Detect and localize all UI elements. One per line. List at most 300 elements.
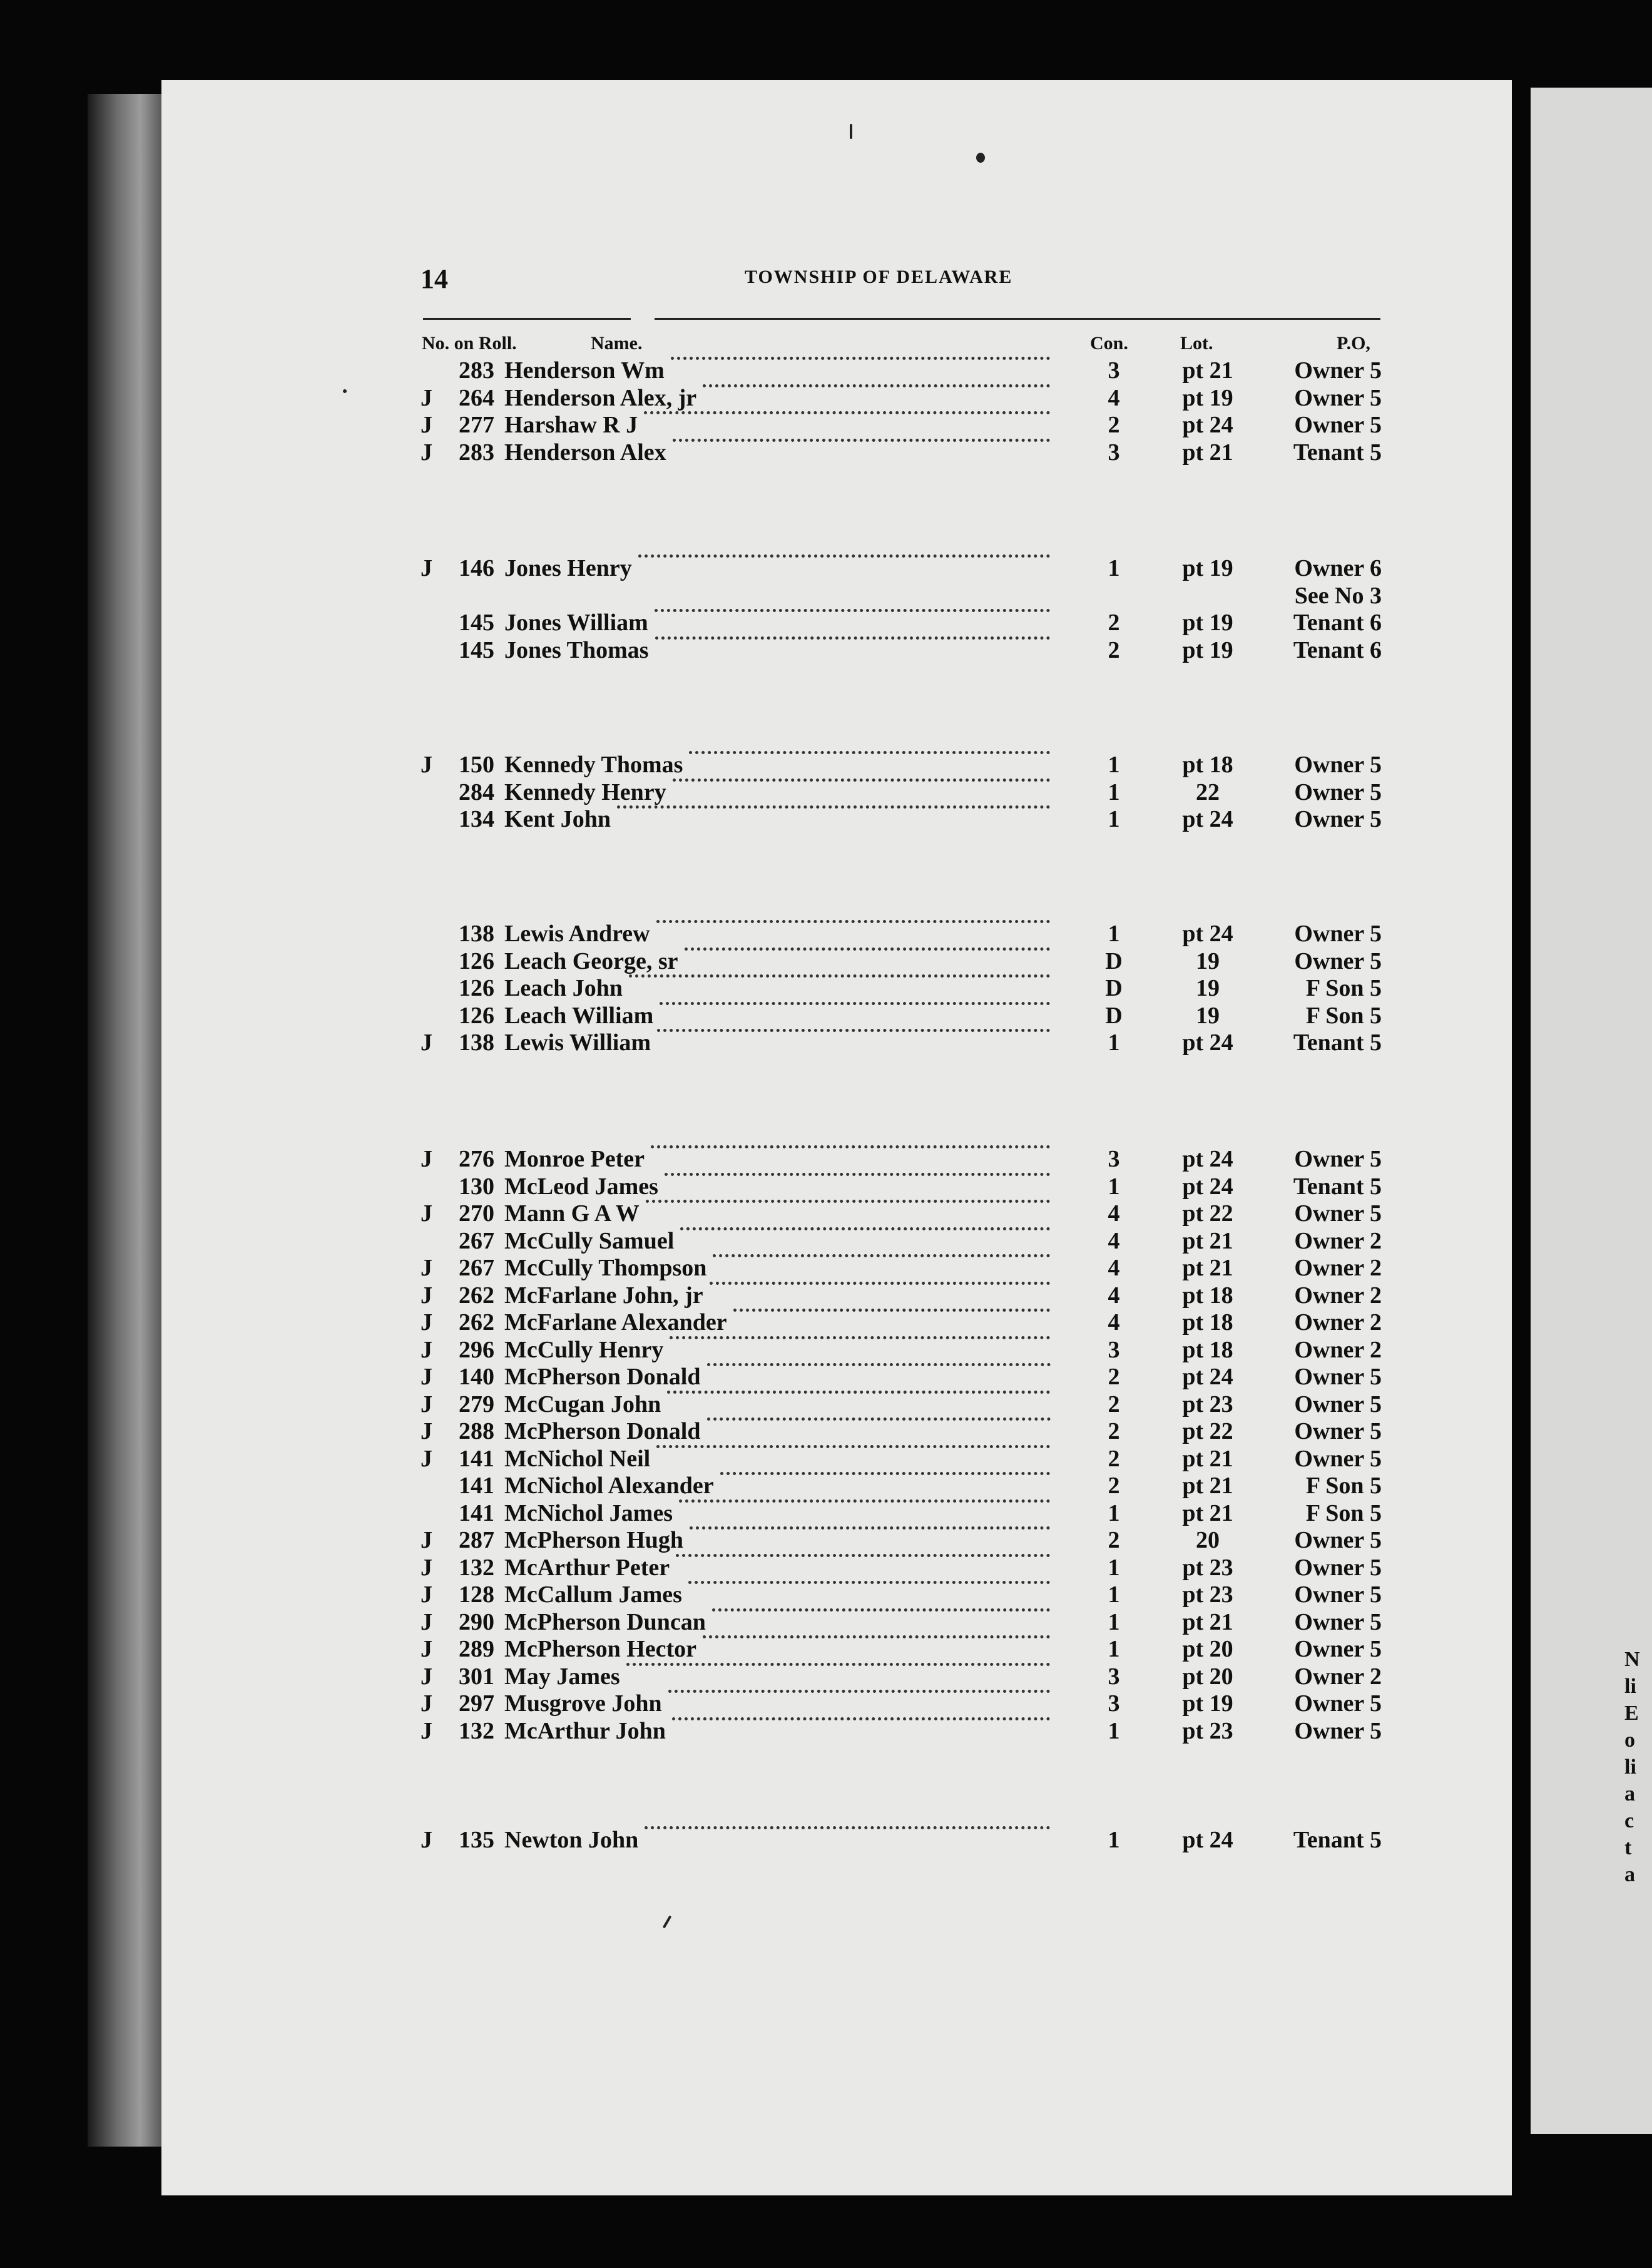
concession: D xyxy=(1105,948,1123,974)
dot-leader xyxy=(668,1690,1050,1693)
property-status: Owner 5 xyxy=(1294,385,1382,411)
lot-number: pt 19 xyxy=(1182,637,1233,663)
lot-number: pt 19 xyxy=(1182,610,1233,636)
roll-marker: J xyxy=(421,385,432,411)
voter-name: McCully Samuel xyxy=(504,1228,675,1254)
roll-entry xyxy=(0,1363,1652,1391)
property-status: Owner 5 xyxy=(1294,1391,1382,1418)
concession: 1 xyxy=(1108,779,1120,805)
property-status: Tenant 5 xyxy=(1293,439,1382,466)
concession: 4 xyxy=(1108,1200,1120,1227)
roll-entry xyxy=(0,1581,1652,1608)
concession: 2 xyxy=(1108,1418,1120,1444)
property-status: F Son 5 xyxy=(1305,1473,1382,1499)
dot-leader xyxy=(685,948,1050,951)
roll-number: 264 xyxy=(459,385,494,411)
lot-number: pt 24 xyxy=(1182,412,1233,438)
concession: 3 xyxy=(1108,1146,1120,1172)
roll-entry xyxy=(0,636,1652,664)
concession: 2 xyxy=(1108,1364,1120,1390)
dot-leader xyxy=(688,1581,1050,1584)
roll-entry xyxy=(0,582,1652,610)
column-header-lot: Lot. xyxy=(1180,333,1213,354)
facing-page-letter: t xyxy=(1624,1836,1632,1859)
concession: 2 xyxy=(1108,1446,1120,1472)
property-status: Owner 5 xyxy=(1294,1555,1382,1581)
voter-name: Newton John xyxy=(504,1827,639,1853)
roll-marker: J xyxy=(421,1337,432,1363)
facing-page-letter: o xyxy=(1624,1729,1635,1752)
roll-entry xyxy=(0,554,1652,582)
roll-entry xyxy=(0,1029,1652,1056)
lot-number: pt 21 xyxy=(1182,1473,1233,1499)
property-status: Owner 5 xyxy=(1294,1690,1382,1717)
voter-name: Musgrove John xyxy=(504,1690,662,1717)
roll-entry xyxy=(0,1554,1652,1581)
dot-leader xyxy=(703,384,1050,387)
dot-leader xyxy=(617,805,1050,809)
roll-entry xyxy=(0,948,1652,975)
roll-entry xyxy=(0,805,1652,833)
voter-name: McArthur John xyxy=(504,1718,666,1744)
lot-number: 22 xyxy=(1196,779,1220,805)
roll-number: 289 xyxy=(459,1636,494,1662)
roll-number: 128 xyxy=(459,1581,494,1608)
property-status: F Son 5 xyxy=(1305,1003,1382,1029)
voter-name: McLeod James xyxy=(504,1173,658,1200)
print-speck xyxy=(976,153,985,163)
roll-entry xyxy=(0,1635,1652,1663)
roll-marker: J xyxy=(421,752,432,778)
roll-number: 135 xyxy=(459,1827,494,1853)
voter-name: Kennedy Henry xyxy=(504,779,666,805)
roll-entry xyxy=(0,1336,1652,1364)
dot-leader xyxy=(707,1363,1051,1366)
property-status: Owner 5 xyxy=(1294,948,1382,974)
roll-marker: J xyxy=(421,1609,432,1635)
lot-number: pt 24 xyxy=(1182,806,1233,832)
property-status: Owner 6 xyxy=(1294,555,1382,581)
roll-entry xyxy=(0,1227,1652,1255)
facing-page-letter: a xyxy=(1624,1782,1635,1806)
voter-name: McNichol James xyxy=(504,1500,673,1526)
dot-leader xyxy=(672,1717,1050,1720)
voter-name: Kennedy Thomas xyxy=(504,752,683,778)
dot-leader xyxy=(655,609,1050,612)
roll-entry xyxy=(0,1526,1652,1554)
column-header-roll: No. on Roll. xyxy=(422,333,517,354)
property-status: Tenant 5 xyxy=(1293,1827,1382,1853)
concession: 1 xyxy=(1108,1827,1120,1853)
lot-number: pt 18 xyxy=(1182,1282,1233,1309)
voter-name: Henderson Alex, jr xyxy=(504,385,697,411)
facing-page-letter: li xyxy=(1624,1755,1636,1779)
dot-leader xyxy=(733,1309,1050,1312)
roll-entry xyxy=(0,1472,1652,1499)
lot-number: pt 22 xyxy=(1182,1200,1233,1227)
roll-number: 126 xyxy=(459,948,494,974)
lot-number: pt 20 xyxy=(1182,1636,1233,1662)
lot-number: pt 18 xyxy=(1182,752,1233,778)
property-status: Owner 5 xyxy=(1294,1200,1382,1227)
lot-number: pt 24 xyxy=(1182,1173,1233,1200)
roll-number: 283 xyxy=(459,439,494,466)
concession: 2 xyxy=(1108,1391,1120,1418)
property-status: Owner 5 xyxy=(1294,1446,1382,1472)
lot-number: pt 22 xyxy=(1182,1418,1233,1444)
roll-entry xyxy=(0,1717,1652,1745)
concession: 1 xyxy=(1108,806,1120,832)
voter-name: Harshaw R J xyxy=(504,412,638,438)
property-status: Owner 5 xyxy=(1294,412,1382,438)
roll-number: 301 xyxy=(459,1663,494,1690)
concession: 2 xyxy=(1108,1527,1120,1553)
lot-number: pt 23 xyxy=(1182,1555,1233,1581)
roll-entry xyxy=(0,1145,1652,1173)
roll-number: 267 xyxy=(459,1255,494,1281)
roll-number: 132 xyxy=(459,1555,494,1581)
lot-number: pt 18 xyxy=(1182,1309,1233,1336)
header-rule-left xyxy=(423,318,631,320)
concession: 1 xyxy=(1108,1173,1120,1200)
roll-marker: J xyxy=(421,1146,432,1172)
concession: 4 xyxy=(1108,1228,1120,1254)
voter-name: Leach William xyxy=(504,1003,654,1029)
lot-number: pt 19 xyxy=(1182,1690,1233,1717)
lot-number: pt 21 xyxy=(1182,1446,1233,1472)
lot-number: pt 21 xyxy=(1182,1500,1233,1526)
roll-entry xyxy=(0,1254,1652,1282)
concession: 2 xyxy=(1108,412,1120,438)
dot-leader xyxy=(689,751,1050,754)
concession: 1 xyxy=(1108,1581,1120,1608)
roll-entry xyxy=(0,357,1652,384)
column-header-con: Con. xyxy=(1090,333,1128,354)
voter-name: McCallum James xyxy=(504,1581,682,1608)
property-status: Owner 5 xyxy=(1294,1527,1382,1553)
voter-name: Henderson Wm xyxy=(504,357,665,384)
facing-page-letter: li xyxy=(1624,1675,1636,1698)
lot-number: pt 18 xyxy=(1182,1337,1233,1363)
dot-leader xyxy=(676,1554,1050,1557)
roll-entry xyxy=(0,1173,1652,1200)
roll-entry xyxy=(0,1418,1652,1445)
property-status: Owner 2 xyxy=(1294,1309,1382,1336)
roll-entry xyxy=(0,384,1652,412)
concession: 1 xyxy=(1108,921,1120,947)
roll-number: 270 xyxy=(459,1200,494,1227)
lot-number: pt 24 xyxy=(1182,1364,1233,1390)
roll-number: 140 xyxy=(459,1364,494,1390)
roll-number: 267 xyxy=(459,1228,494,1254)
property-status: Owner 2 xyxy=(1294,1228,1382,1254)
roll-number: 141 xyxy=(459,1446,494,1472)
roll-entry xyxy=(0,1690,1652,1717)
dot-leader xyxy=(651,1145,1050,1148)
concession: 1 xyxy=(1108,555,1120,581)
roll-number: 145 xyxy=(459,637,494,663)
roll-entry xyxy=(0,1608,1652,1636)
lot-number: pt 19 xyxy=(1182,385,1233,411)
roll-marker: J xyxy=(421,1446,432,1472)
dot-leader xyxy=(656,1445,1050,1448)
roll-number: 126 xyxy=(459,1003,494,1029)
header-rule-right xyxy=(655,318,1380,320)
property-status: See No 3 xyxy=(1294,583,1382,609)
dot-leader xyxy=(629,974,1050,978)
roll-marker: J xyxy=(421,412,432,438)
property-status: Owner 5 xyxy=(1294,1718,1382,1744)
roll-number: 283 xyxy=(459,357,494,384)
roll-marker: J xyxy=(421,1282,432,1309)
roll-number: 132 xyxy=(459,1718,494,1744)
concession: 2 xyxy=(1108,610,1120,636)
lot-number: pt 24 xyxy=(1182,921,1233,947)
voter-name: Jones Thomas xyxy=(504,637,649,663)
concession: 3 xyxy=(1108,439,1120,466)
dot-leader xyxy=(626,1663,1050,1666)
property-status: Owner 5 xyxy=(1294,921,1382,947)
lot-number: 19 xyxy=(1196,948,1220,974)
voter-name: McNichol Alexander xyxy=(504,1473,714,1499)
property-status: F Son 5 xyxy=(1305,1500,1382,1526)
voter-name: Leach George, sr xyxy=(504,948,678,974)
roll-marker: J xyxy=(421,1663,432,1690)
lot-number: pt 23 xyxy=(1182,1391,1233,1418)
concession: D xyxy=(1105,975,1123,1001)
roll-number: 146 xyxy=(459,555,494,581)
roll-number: 296 xyxy=(459,1337,494,1363)
facing-page-letter: c xyxy=(1624,1809,1634,1832)
property-status: Owner 5 xyxy=(1294,1581,1382,1608)
concession: 2 xyxy=(1108,637,1120,663)
voter-name: May James xyxy=(504,1663,620,1690)
roll-entry xyxy=(0,779,1652,806)
voter-name: McFarlane Alexander xyxy=(504,1309,727,1336)
roll-number: 134 xyxy=(459,806,494,832)
dot-leader xyxy=(645,1826,1050,1829)
print-speck xyxy=(343,389,347,393)
voter-name: Monroe Peter xyxy=(504,1146,645,1172)
running-title: TOWNSHIP OF DELAWARE xyxy=(745,267,1013,287)
concession: 4 xyxy=(1108,1309,1120,1336)
roll-number: 276 xyxy=(459,1146,494,1172)
roll-number: 126 xyxy=(459,975,494,1001)
dot-leader xyxy=(644,411,1050,414)
voter-name: Jones Henry xyxy=(504,555,632,581)
property-status: Tenant 5 xyxy=(1293,1029,1382,1056)
voter-name: Lewis Andrew xyxy=(504,921,650,947)
dot-leader xyxy=(638,554,1050,558)
lot-number: pt 24 xyxy=(1182,1146,1233,1172)
dot-leader xyxy=(660,1002,1050,1005)
concession: 1 xyxy=(1108,752,1120,778)
lot-number: 19 xyxy=(1196,975,1220,1001)
lot-number: 19 xyxy=(1196,1003,1220,1029)
roll-marker: J xyxy=(421,1418,432,1444)
property-status: Owner 5 xyxy=(1294,1418,1382,1444)
dot-leader xyxy=(712,1608,1050,1612)
property-status: Tenant 6 xyxy=(1293,637,1382,663)
roll-number: 277 xyxy=(459,412,494,438)
concession: 1 xyxy=(1108,1555,1120,1581)
roll-entry xyxy=(0,439,1652,466)
roll-number: 138 xyxy=(459,921,494,947)
voter-name: McCully Thompson xyxy=(504,1255,707,1281)
facing-page-letter: E xyxy=(1624,1702,1639,1725)
roll-entry xyxy=(0,1002,1652,1029)
voter-name: McArthur Peter xyxy=(504,1555,670,1581)
property-status: Owner 5 xyxy=(1294,1364,1382,1390)
roll-number: 287 xyxy=(459,1527,494,1553)
dot-leader xyxy=(679,1499,1050,1503)
property-status: F Son 5 xyxy=(1305,975,1382,1001)
roll-marker: J xyxy=(421,1200,432,1227)
roll-entry xyxy=(0,974,1652,1002)
voter-name: McNichol Neil xyxy=(504,1446,651,1472)
dot-leader xyxy=(720,1472,1050,1475)
column-header-name: Name. xyxy=(591,333,643,354)
property-status: Tenant 6 xyxy=(1293,610,1382,636)
voter-name: Jones William xyxy=(504,610,648,636)
roll-number: 141 xyxy=(459,1500,494,1526)
roll-entry xyxy=(0,1663,1652,1690)
column-header-po: P.O, xyxy=(1337,333,1370,354)
roll-number: 288 xyxy=(459,1418,494,1444)
concession: 1 xyxy=(1108,1500,1120,1526)
lot-number: 20 xyxy=(1196,1527,1220,1553)
roll-entry xyxy=(0,1499,1652,1527)
roll-number: 262 xyxy=(459,1309,494,1336)
voter-name: Mann G A W xyxy=(504,1200,640,1227)
roll-number: 279 xyxy=(459,1391,494,1418)
roll-number: 290 xyxy=(459,1609,494,1635)
roll-marker: J xyxy=(421,1527,432,1553)
roll-number: 130 xyxy=(459,1173,494,1200)
voter-name: McPherson Donald xyxy=(504,1418,701,1444)
lot-number: pt 20 xyxy=(1182,1663,1233,1690)
voter-name: Kent John xyxy=(504,806,611,832)
roll-entry xyxy=(0,1200,1652,1227)
voter-name: McPherson Duncan xyxy=(504,1609,706,1635)
roll-entry xyxy=(0,1445,1652,1473)
property-status: Owner 2 xyxy=(1294,1663,1382,1690)
roll-marker: J xyxy=(421,439,432,466)
roll-entry xyxy=(0,1391,1652,1418)
roll-entry xyxy=(0,411,1652,439)
facing-page-letter: a xyxy=(1624,1863,1635,1886)
roll-number: 284 xyxy=(459,779,494,805)
roll-number: 262 xyxy=(459,1282,494,1309)
dot-leader xyxy=(656,920,1050,923)
dot-leader xyxy=(707,1418,1051,1421)
dot-leader xyxy=(670,1336,1050,1339)
property-status: Owner 5 xyxy=(1294,752,1382,778)
dot-leader xyxy=(680,1227,1050,1230)
roll-marker: J xyxy=(421,1029,432,1056)
roll-marker: J xyxy=(421,1309,432,1336)
voter-name: McPherson Donald xyxy=(504,1364,701,1390)
roll-marker: J xyxy=(421,1718,432,1744)
property-status: Owner 5 xyxy=(1294,1609,1382,1635)
roll-number: 145 xyxy=(459,610,494,636)
lot-number: pt 24 xyxy=(1182,1827,1233,1853)
lot-number: pt 23 xyxy=(1182,1718,1233,1744)
property-status: Owner 5 xyxy=(1294,1146,1382,1172)
dot-leader xyxy=(713,1254,1050,1257)
dot-leader xyxy=(710,1282,1050,1285)
page-header xyxy=(0,263,1652,294)
concession: 1 xyxy=(1108,1636,1120,1662)
property-status: Owner 5 xyxy=(1294,806,1382,832)
dot-leader xyxy=(646,1200,1050,1203)
concession: 4 xyxy=(1108,385,1120,411)
voter-name: McPherson Hector xyxy=(504,1636,697,1662)
voter-name: McCully Henry xyxy=(504,1337,664,1363)
roll-entry xyxy=(0,920,1652,948)
roll-entry xyxy=(0,609,1652,636)
lot-number: pt 21 xyxy=(1182,439,1233,466)
property-status: Owner 5 xyxy=(1294,357,1382,384)
roll-marker: J xyxy=(421,1636,432,1662)
dot-leader xyxy=(703,1635,1050,1638)
concession: 2 xyxy=(1108,1473,1120,1499)
property-status: Owner 5 xyxy=(1294,1636,1382,1662)
roll-marker: J xyxy=(421,555,432,581)
dot-leader xyxy=(690,1526,1050,1530)
concession: 4 xyxy=(1108,1255,1120,1281)
lot-number: pt 19 xyxy=(1182,555,1233,581)
voter-name: McPherson Hugh xyxy=(504,1527,684,1553)
roll-number: 297 xyxy=(459,1690,494,1717)
roll-entry xyxy=(0,1282,1652,1309)
property-status: Owner 5 xyxy=(1294,779,1382,805)
concession: 1 xyxy=(1108,1029,1120,1056)
lot-number: pt 21 xyxy=(1182,357,1233,384)
voter-name: Leach John xyxy=(504,975,623,1001)
roll-marker: J xyxy=(421,1581,432,1608)
roll-marker: J xyxy=(421,1690,432,1717)
concession: 3 xyxy=(1108,1663,1120,1690)
roll-entry xyxy=(0,751,1652,779)
roll-number: 150 xyxy=(459,752,494,778)
roll-number: 138 xyxy=(459,1029,494,1056)
concession: 3 xyxy=(1108,357,1120,384)
dot-leader xyxy=(673,779,1050,782)
lot-number: pt 23 xyxy=(1182,1581,1233,1608)
dot-leader xyxy=(657,1029,1050,1032)
concession: D xyxy=(1105,1003,1123,1029)
property-status: Owner 2 xyxy=(1294,1255,1382,1281)
voter-name: McFarlane John, jr xyxy=(504,1282,703,1309)
roll-marker: J xyxy=(421,1364,432,1390)
roll-marker: J xyxy=(421,1391,432,1418)
lot-number: pt 24 xyxy=(1182,1029,1233,1056)
concession: 3 xyxy=(1108,1690,1120,1717)
concession: 4 xyxy=(1108,1282,1120,1309)
voter-name: McCugan John xyxy=(504,1391,661,1418)
roll-number: 141 xyxy=(459,1473,494,1499)
voter-name: Lewis William xyxy=(504,1029,651,1056)
roll-marker: J xyxy=(421,1827,432,1853)
dot-leader xyxy=(673,439,1050,442)
lot-number: pt 21 xyxy=(1182,1609,1233,1635)
dot-leader xyxy=(665,1173,1050,1176)
roll-marker: J xyxy=(421,1255,432,1281)
property-status: Tenant 5 xyxy=(1293,1173,1382,1200)
lot-number: pt 21 xyxy=(1182,1255,1233,1281)
concession: 1 xyxy=(1108,1718,1120,1744)
